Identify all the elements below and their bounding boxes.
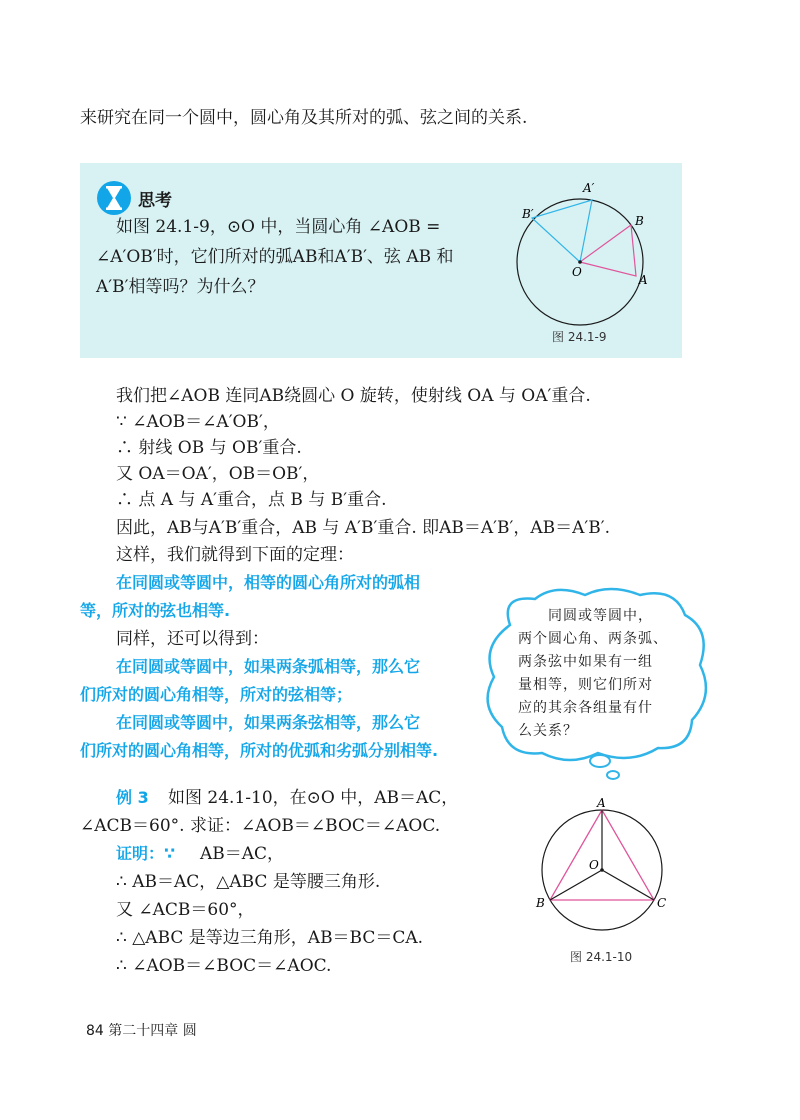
- label-a-prime: A′: [583, 181, 595, 195]
- label-o: O: [572, 265, 582, 279]
- hourglass-icon: [96, 180, 132, 216]
- think-line-1: 如图 24.1-9，⊙O 中，当圆心角 ∠AOB =: [116, 217, 441, 237]
- also-text: 同样，还可以得到：: [116, 629, 269, 649]
- label-a: A: [639, 273, 648, 287]
- proof-label: 证明：∵: [116, 844, 176, 863]
- intro-text: 来研究在同一个圆中，圆心角及其所对的弧、弦之间的关系.: [80, 108, 528, 128]
- figure-caption-24-1-9: 图 24.1-9: [552, 330, 607, 344]
- page-footer: 84 第二十四章 圆: [86, 1023, 197, 1039]
- label-a-2: A: [597, 796, 606, 810]
- example-proof-line-4: ∴ ∠AOB＝∠BOC＝∠AOC.: [116, 956, 332, 976]
- think-title: 思考: [138, 191, 172, 211]
- cloud-line-3: 两条弦中如果有一组: [518, 654, 653, 670]
- example-proof-line-2: 又 ∠ACB＝60°，: [116, 900, 255, 920]
- label-b-prime: B′: [522, 207, 534, 221]
- label-b: B: [635, 214, 644, 228]
- proof-line-3: ∴ 射线 OB 与 OB′重合.: [116, 438, 302, 458]
- triangle-a-prime-o-b-prime: [532, 200, 592, 262]
- example-line-2: ∠ACB＝60°. 求证：∠AOB＝∠BOC＝∠AOC.: [80, 816, 441, 836]
- corollary2-line-2: 们所对的圆心角相等，所对的优弧和劣弧分别相等.: [80, 741, 439, 760]
- segment-ob: [550, 870, 602, 900]
- example-proof-line-1: ∴ AB＝AC，△ABC 是等腰三角形.: [116, 872, 381, 892]
- cloud-line-5: 应的其余各组量有什: [518, 700, 653, 716]
- think-line-3: A′B′相等吗？为什么？: [96, 277, 265, 297]
- cloud-line-4: 量相等，则它们所对: [518, 677, 653, 693]
- example-label: 例 3: [116, 788, 149, 807]
- think-line-2: ∠A′OB′时，它们所对的弧AB和A′B′、弦 AB 和: [96, 247, 454, 267]
- figure-caption-24-1-10: 图 24.1-10: [570, 950, 633, 964]
- corollary1-line-2: 们所对的圆心角相等，所对的弦相等；: [80, 685, 353, 704]
- figure-24-1-10: [525, 795, 685, 945]
- label-b-2: B: [536, 896, 545, 910]
- proof-line-1: 我们把∠AOB 连同AB绕圆心 O 旋转，使射线 OA 与 OA′重合.: [116, 386, 591, 406]
- example-proof-first: AB＝AC，: [200, 844, 285, 864]
- figure-24-1-9: [510, 180, 670, 330]
- triangle-aob: [580, 225, 636, 276]
- corollary2-line-1: 在同圆或等圆中，如果两条弦相等，那么它: [116, 713, 421, 732]
- proof-line-4: 又 OA＝OA′，OB＝OB′，: [116, 464, 320, 484]
- theorem-line-2: 等，所对的弦也相等.: [80, 601, 231, 620]
- example-proof-line-3: ∴ △ABC 是等边三角形，AB＝BC＝CA.: [116, 928, 424, 948]
- corollary1-line-1: 在同圆或等圆中，如果两条弧相等，那么它: [116, 657, 421, 676]
- label-c-2: C: [657, 896, 667, 910]
- theorem-line-1: 在同圆或等圆中，相等的圆心角所对的弧相: [116, 573, 421, 592]
- label-o-2: O: [589, 858, 599, 872]
- example-line-1: 如图 24.1-10，在⊙O 中，AB＝AC，: [168, 788, 459, 808]
- segment-oc: [602, 870, 654, 900]
- proof-line-6: 因此，AB与A′B′重合，AB 与 A′B′重合. 即AB＝A′B′，AB＝A′B′.: [116, 518, 611, 538]
- proof-line-2: ∵ ∠AOB＝∠A′OB′，: [116, 412, 280, 432]
- cloud-line-2: 两个圆心角、两条弧、: [518, 631, 668, 647]
- cloud-line-1: 同圆或等圆中，: [548, 608, 653, 624]
- proof-line-5: ∴ 点 A 与 A′重合，点 B 与 B′重合.: [116, 490, 387, 510]
- cloud-line-6: 么关系？: [518, 723, 578, 739]
- proof-line-7: 这样，我们就得到下面的定理：: [116, 545, 354, 565]
